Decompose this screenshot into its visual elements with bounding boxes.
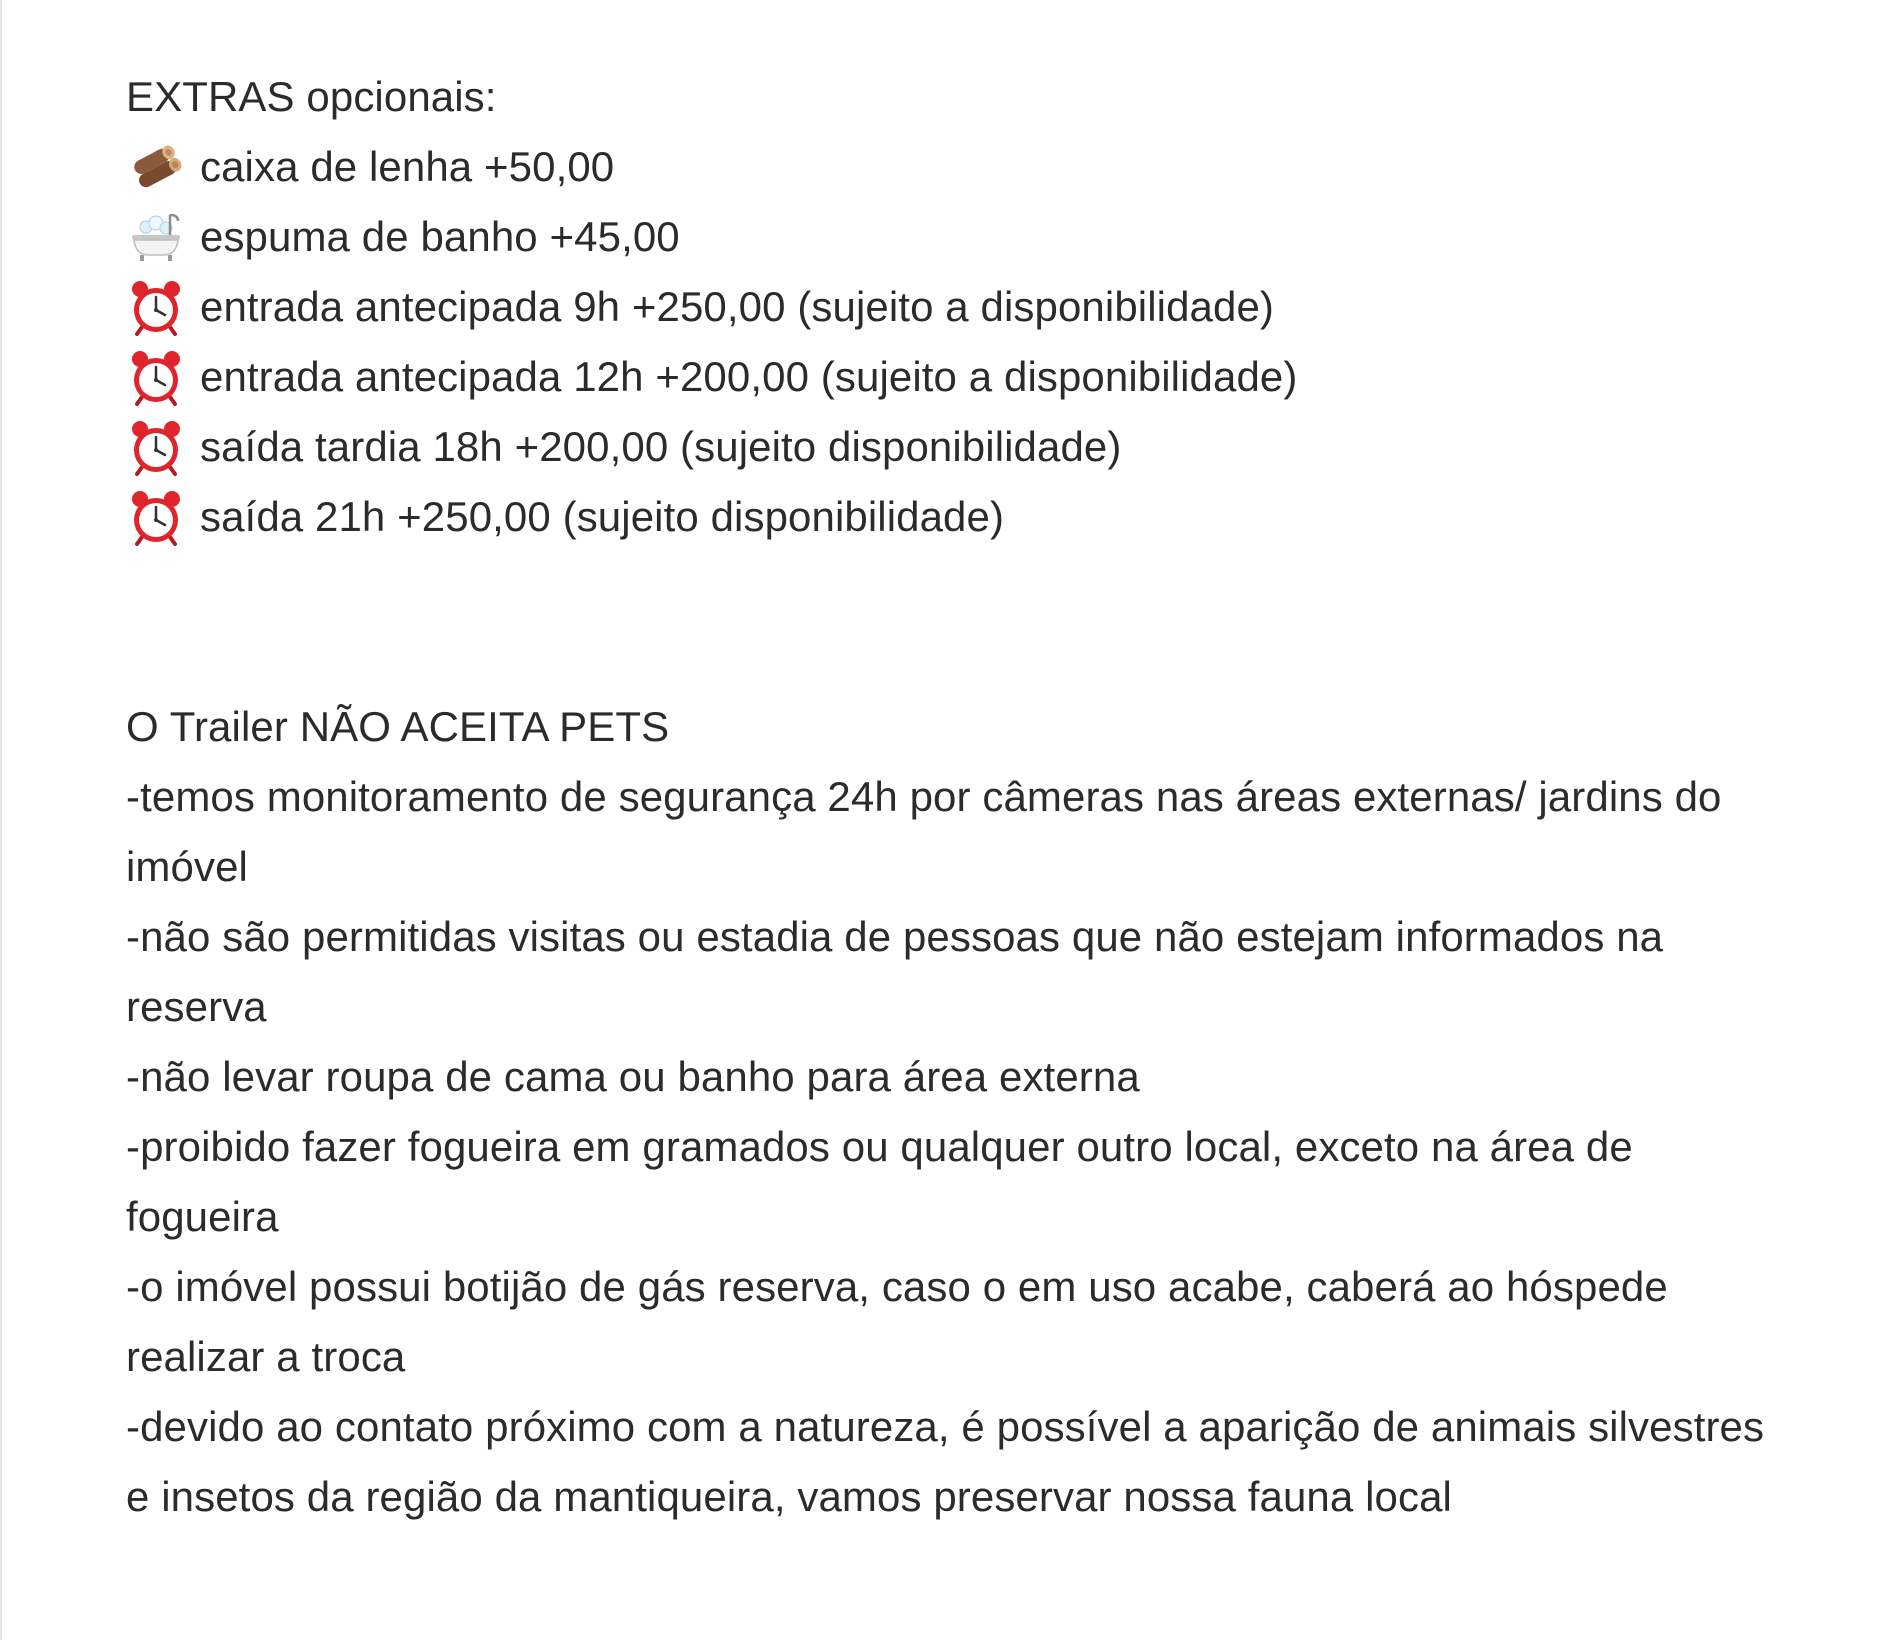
alarm-clock-icon <box>126 277 186 337</box>
extra-item-early-checkin-12h <box>126 342 1786 412</box>
extra-item-label: entrada antecipada 12h +200,00 (sujeito a disponibilidade) <box>200 353 1298 400</box>
extra-item-late-checkout-18h <box>126 412 1786 482</box>
note-body[interactable] <box>126 62 1786 1532</box>
extra-item-early-checkin-9h <box>126 272 1786 342</box>
alarm-clock-icon <box>126 487 186 547</box>
alarm-clock-icon <box>126 347 186 407</box>
rule-item-bonfire: -proibido fazer fogueira em gramados ou qualquer outro local, exceto na área de fogueira <box>126 1123 1633 1240</box>
rule-item-visitors: -não são permitidas visitas ou estadia de pessoas que não estejam informados na reserva <box>126 913 1664 1030</box>
firewood-icon <box>126 137 186 197</box>
extras-heading: EXTRAS opcionais: <box>126 73 497 120</box>
extra-item-firewood <box>126 132 1786 202</box>
extra-item-label: saída 21h +250,00 (sujeito disponibilidade) <box>200 493 1005 540</box>
blank-lines <box>126 552 1786 692</box>
extra-item-late-checkout-21h <box>126 482 1786 552</box>
alarm-clock-icon <box>126 417 186 477</box>
extra-item-label: caixa de lenha +50,00 <box>200 143 615 190</box>
house-rules <box>126 692 1786 1532</box>
page-left-edge <box>0 0 2 1640</box>
rule-item-gas: -o imóvel possui botijão de gás reserva, caso o em uso acabe, caberá ao hóspede realizar a troca <box>126 1263 1668 1380</box>
rule-item-bedding: -não levar roupa de cama ou banho para área externa <box>126 1053 1140 1100</box>
rule-item-security-cameras: -temos monitoramento de segurança 24h por câmeras nas áreas externas/ jardins do imóvel <box>126 773 1722 890</box>
extra-item-bath-foam <box>126 202 1786 272</box>
rules-heading: O Trailer NÃO ACEITA PETS <box>126 703 670 750</box>
extra-item-label: entrada antecipada 9h +250,00 (sujeito a disponibilidade) <box>200 283 1274 330</box>
extra-item-label: espuma de banho +45,00 <box>200 213 680 260</box>
bathtub-icon <box>126 207 186 267</box>
extra-item-label: saída tardia 18h +200,00 (sujeito disponibilidade) <box>200 423 1122 470</box>
rule-item-wildlife: -devido ao contato próximo com a natureza, é possível a aparição de animais silvestres e insetos da região da mantiqueira, vamos preservar nossa fauna local <box>126 1403 1765 1520</box>
